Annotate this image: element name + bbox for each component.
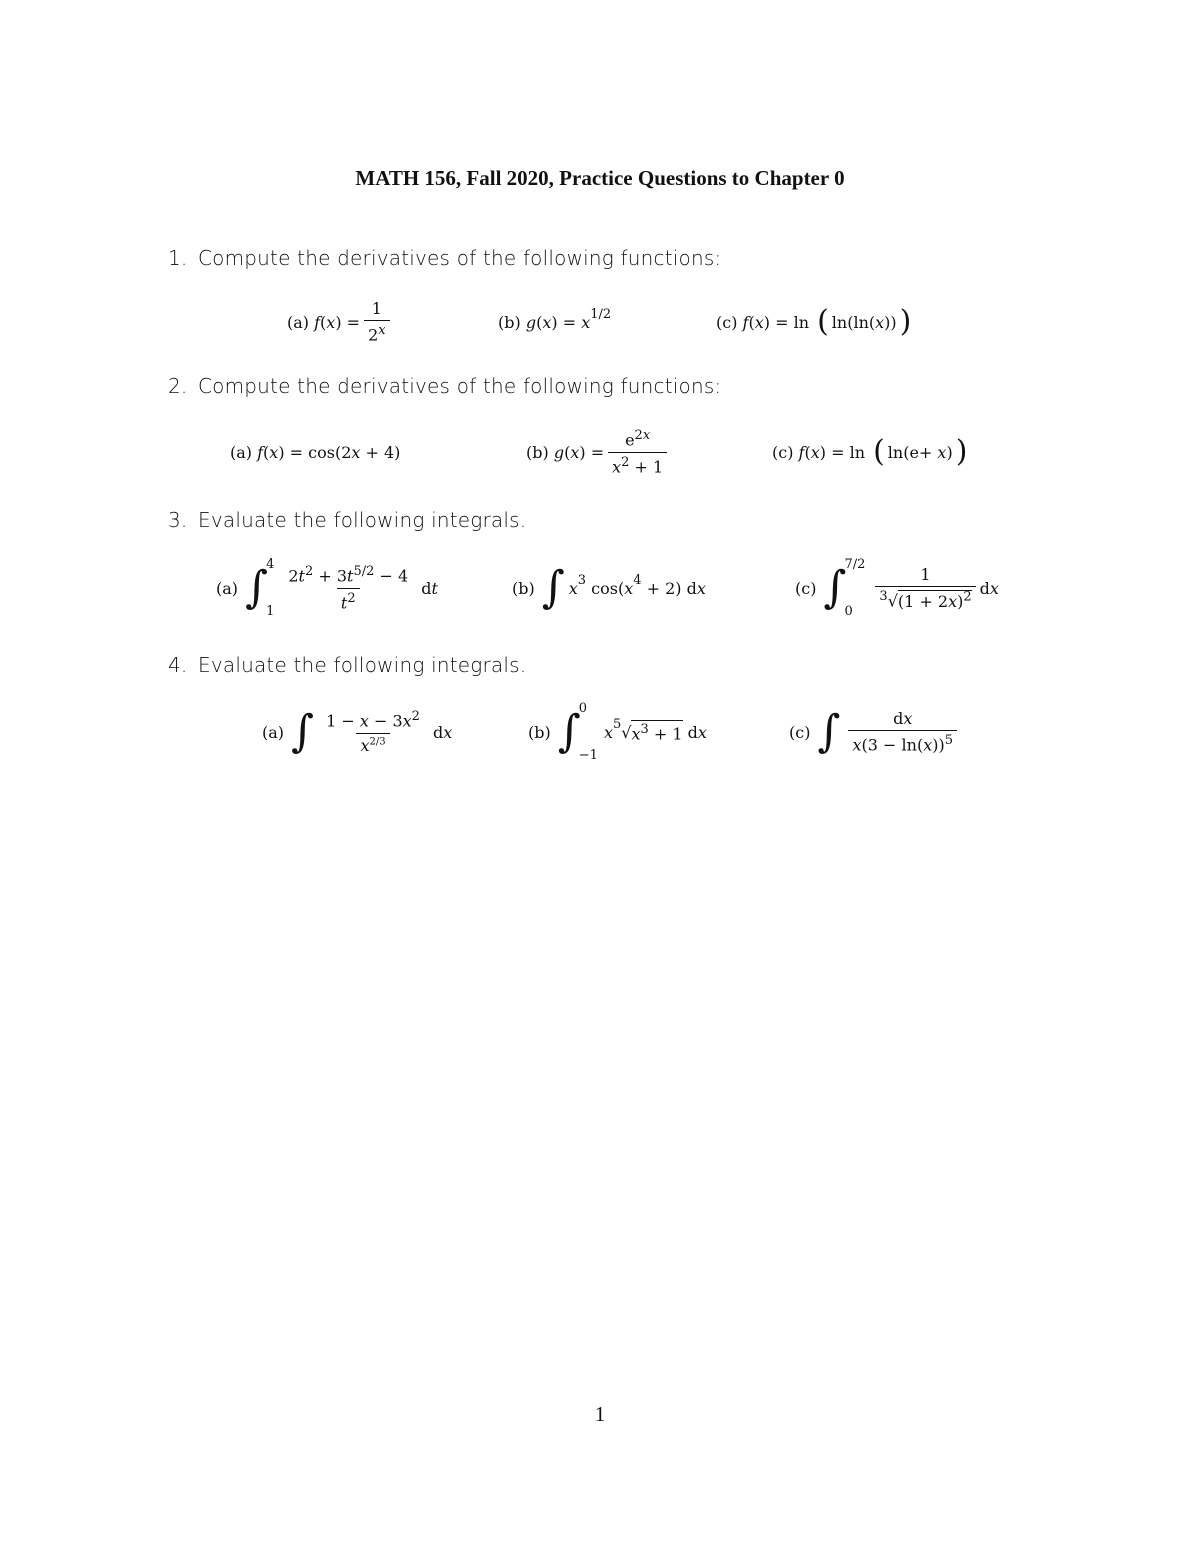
q1-part-c: (c) f ( x ) = ln ( ln(ln( x )) ) <box>716 304 912 339</box>
fraction: $\frac{1}{2^x}$ <box>364 299 390 344</box>
fraction: $\frac{1 - x - 3x^2}{x^{2/3}}$ <box>326 709 420 755</box>
q2-part-a: (a) f ( x ) = cos(2 x + 4) <box>230 442 401 462</box>
question-2 <box>168 374 721 398</box>
integral-limits: 0 −1 <box>578 701 598 763</box>
q3-part-a: (a) ∫ 4 1 $\frac{2t^2 + 3t^{5/2} - 4}{t^2}$ d t <box>216 557 438 619</box>
integral-limits: 4 1 <box>266 557 275 619</box>
q2-part-c: (c) f ( x ) = ln ( ln(e+ x ) ) <box>772 434 968 469</box>
question-1 <box>168 246 721 270</box>
integral-sign: ∫ <box>245 562 269 613</box>
integral-sign: ∫ <box>817 706 841 757</box>
question-number: 4. <box>168 653 188 677</box>
q3-part-c: (c) ∫ 7/2 0 $\frac{1}{^3√(1 + 2x)^2}$ d x <box>795 557 999 619</box>
part-label: (a) <box>262 722 285 742</box>
part-label: (a) <box>287 312 310 332</box>
integral-sign: ∫ <box>291 706 315 757</box>
part-label: (b) <box>528 722 551 742</box>
q1-part-a: (a) f ( x ) = $\frac{1}{2^x}$ <box>287 290 394 354</box>
question-prompt: Evaluate the following integrals. <box>198 653 527 677</box>
integral-sign: ∫ <box>557 706 581 757</box>
question-number: 3. <box>168 508 188 532</box>
q4-part-c <box>789 696 961 768</box>
q3-part-b: (b) ∫ x $^3$ cos( x $^4$ + 2) d x <box>512 562 706 613</box>
fraction: $\frac{dx}{x(3 - \ln(x))^5}$ <box>848 709 957 754</box>
question-prompt: Compute the derivatives of the following functions: <box>198 374 722 398</box>
q4-part-b: (b) ∫ 0 −1 x $^5$ √ $x^3 + 1$ d x <box>528 701 707 763</box>
q4-expressions <box>0 696 1200 776</box>
q2-expressions <box>0 420 1200 490</box>
part-label: (c) <box>716 312 738 332</box>
q2-part-b: (b) g ( x ) = $\frac{e^{2x}}{x^2 + 1}$ <box>526 420 671 484</box>
fraction: $\frac{2t^2 + 3t^{5/2} - 4}{t^2}$ <box>288 564 409 612</box>
question-prompt: Evaluate the following integrals. <box>198 508 527 532</box>
integral-sign: ∫ <box>823 562 847 613</box>
question-number: 2. <box>168 374 188 398</box>
q1-part-b: (b) g ( x ) = x $^{1/2}$ <box>498 306 612 332</box>
part-label: (c) <box>789 722 811 742</box>
page-number: 1 <box>594 1402 606 1426</box>
part-label: (b) <box>526 442 549 462</box>
integral-limits: 7/2 0 <box>844 557 866 619</box>
part-label: (c) <box>795 578 817 598</box>
q3-expressions <box>0 552 1200 632</box>
q1-expressions <box>0 290 1200 360</box>
question-3 <box>168 508 526 532</box>
q4-part-a: (a) ∫ $\frac{1 - x - 3x^2}{x^{2/3}}$ d x <box>262 706 453 757</box>
page-title: MATH 156, Fall 2020, Practice Questions to Chapter 0 <box>355 166 845 190</box>
question-4 <box>168 653 526 677</box>
integral-sign: ∫ <box>541 562 565 613</box>
part-label: (b) <box>512 578 535 598</box>
question-prompt: Compute the derivatives of the following functions: <box>198 246 722 270</box>
fraction: $\frac{1}{^3√(1 + 2x)^2}$ <box>875 565 975 610</box>
part-label: (b) <box>498 312 521 332</box>
part-label: (a) <box>216 578 239 598</box>
fraction: $\frac{e^{2x}}{x^2 + 1}$ <box>608 428 667 476</box>
part-label: (c) <box>772 442 794 462</box>
question-number: 1. <box>168 246 188 270</box>
part-label: (a) <box>230 442 253 462</box>
